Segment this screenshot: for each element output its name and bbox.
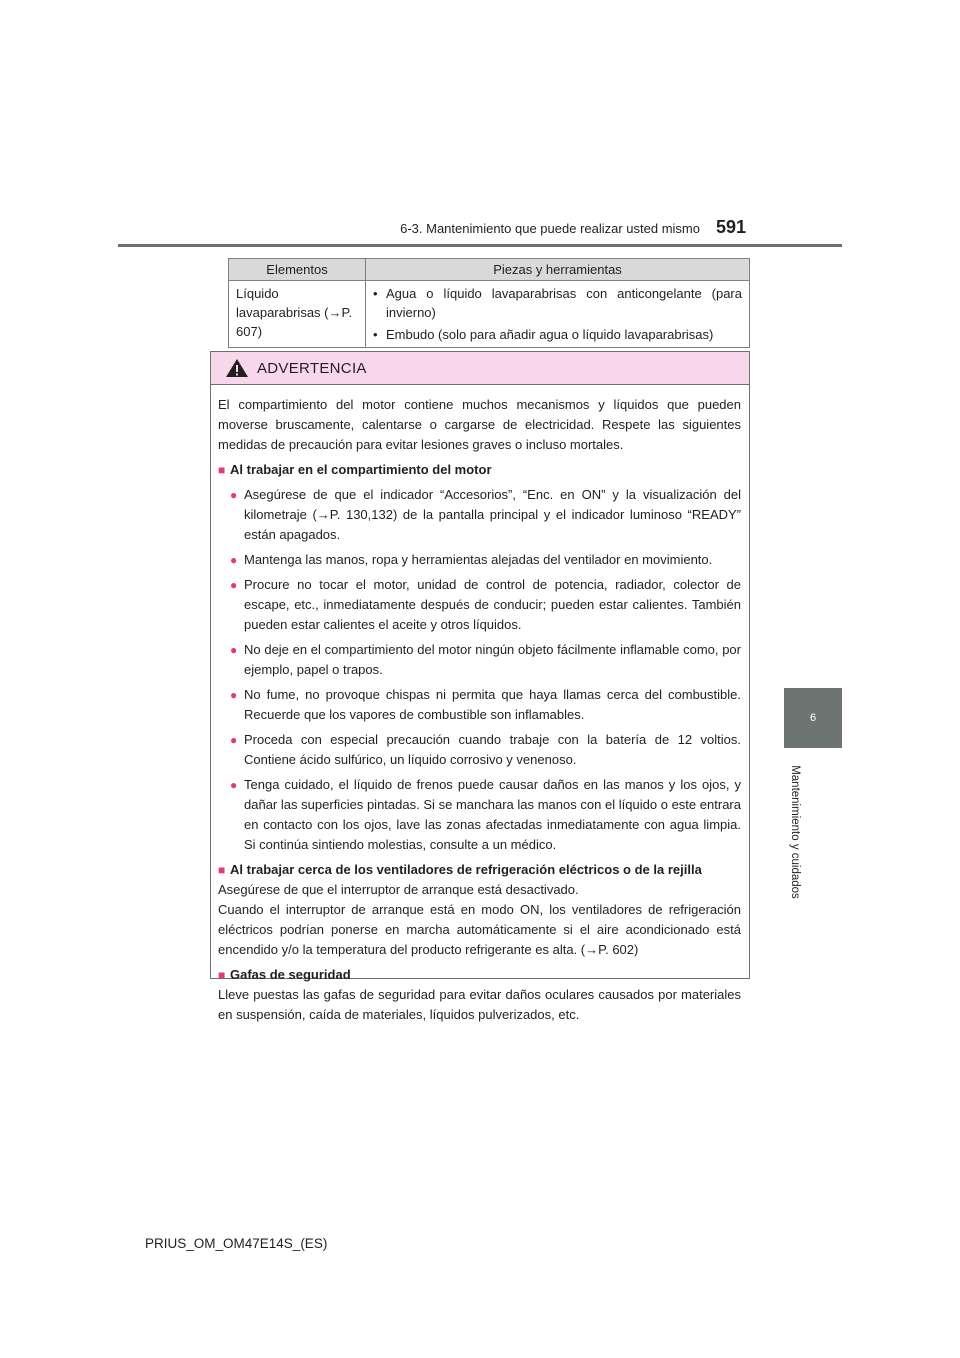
- list-item: • Agua o líquido lavaparabrisas con anticongelante (para invierno): [373, 286, 742, 320]
- warning-intro: El compartimiento del motor contiene muchos mecanismos y líquidos que pueden moverse bruscamente, calentarse o cargarse de electricidad. Respete las siguientes medidas de precaución para evitar lesiones graves o incluso mortales.: [218, 397, 741, 452]
- circle-bullet-icon: ●: [230, 733, 238, 747]
- warning-body: [211, 385, 749, 1025]
- circle-bullet-icon: ●: [230, 778, 238, 792]
- list-item: ● Tenga cuidado, el líquido de frenos puede causar daños en las manos y los ojos, y dañar las superficies pintadas. Si se manchara las manos con el líquido o este entrara en contacto con los ojos, lave las zonas afectadas inmediatamente con agua limpia. Si continúa sintiendo molestias, consulte a un médico.: [230, 775, 741, 855]
- section-text: Asegúrese de que el interruptor de arranque está desactivado.: [218, 882, 579, 897]
- section-title: 6-3. Mantenimiento que puede realizar usted mismo: [400, 221, 700, 236]
- warning-title: ADVERTENCIA: [257, 359, 367, 377]
- table-header-parts: Piezas y herramientas: [366, 259, 750, 281]
- section-text: Cuando el interruptor de arranque está en modo ON, los ventiladores de refrigeración eléctricos podrían ponerse en marcha automáticamente si el aire acondicionado está encendido y/o la temperatura del producto refrigerante es alta. (→P. 602): [218, 902, 741, 957]
- table-header-row: [229, 259, 750, 281]
- list-item: • Embudo (solo para añadir agua o líquido lavaparabrisas): [373, 327, 714, 342]
- table-cell-element: Líquido lavaparabrisas (→P. 607): [229, 281, 366, 348]
- section-heading: ■ Al trabajar en el compartimiento del motor: [218, 460, 741, 480]
- chapter-label: Mantenimiento y cuidados: [789, 765, 802, 899]
- table-header-elements: Elementos: [229, 259, 366, 281]
- square-bullet-icon: ■: [218, 863, 226, 877]
- list-item: ● Asegúrese de que el indicador “Accesorios”, “Enc. en ON” y la visualización del kilometraje (→P. 130,132) de la pantalla principal y el indicador luminoso “READY” están apagados.: [230, 485, 741, 545]
- document-id: PRIUS_OM_OM47E14S_(ES): [145, 1236, 328, 1251]
- circle-bullet-icon: ●: [230, 488, 238, 502]
- list-item: ● No fume, no provoque chispas ni permita que haya llamas cerca del combustible. Recuerde que los vapores de combustible son inflamables.: [230, 685, 741, 725]
- list-item: ● Proceda con especial precaución cuando trabaje con la batería de 12 voltios. Contiene ácido sulfúrico, un líquido corrosivo y venenoso.: [230, 730, 741, 770]
- warning-header: [211, 352, 749, 385]
- chapter-number: 6: [809, 712, 817, 724]
- circle-bullet-icon: ●: [230, 688, 238, 702]
- section-text: Lleve puestas las gafas de seguridad para evitar daños oculares causados por materiales en suspensión, caída de materiales, líquidos pulverizados, etc.: [218, 987, 741, 1022]
- circle-bullet-icon: ●: [230, 578, 238, 592]
- chapter-label-container: [765, 757, 825, 907]
- section-heading: ■ Al trabajar cerca de los ventiladores de refrigeración eléctricos o de la rejilla: [218, 860, 741, 880]
- list-item: ● Mantenga las manos, ropa y herramientas alejadas del ventilador en movimiento.: [230, 550, 741, 570]
- section-heading: ■ Gafas de seguridad: [218, 965, 741, 985]
- warning-triangle-icon: [225, 358, 249, 378]
- table-row: [229, 281, 750, 348]
- list-item: ● No deje en el compartimiento del motor ningún objeto fácilmente inflamable como, por ejemplo, papel o trapos.: [230, 640, 741, 680]
- list-item: ● Procure no tocar el motor, unidad de control de potencia, radiador, colector de escape, etc., inmediatamente después de conducir; pueden estar calientes. También pueden estar calientes el aceite y otros líquidos.: [230, 575, 741, 635]
- warning-box: [210, 351, 750, 1022]
- circle-bullet-icon: ●: [230, 643, 238, 657]
- chapter-tab: [784, 688, 842, 748]
- parts-table: [228, 258, 750, 348]
- circle-bullet-icon: ●: [230, 553, 238, 567]
- square-bullet-icon: ■: [218, 463, 226, 477]
- table-cell-items: [366, 281, 750, 348]
- header-divider: [118, 244, 842, 247]
- page-number: 591: [716, 217, 747, 237]
- square-bullet-icon: ■: [218, 968, 226, 982]
